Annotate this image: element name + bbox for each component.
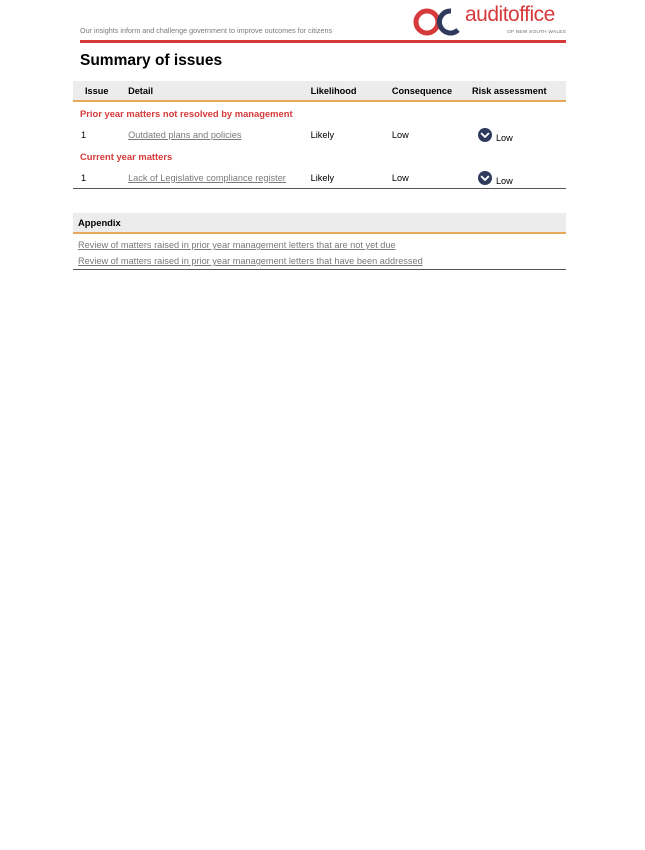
table-row [73, 167, 566, 189]
appendix-link-addressed[interactable]: Review of matters raised in prior year management letters that have been addressed [73, 253, 566, 270]
issue-number: 1 [81, 129, 87, 140]
risk-assessment [472, 128, 566, 142]
likelihood-value: Likely [311, 167, 392, 189]
risk-assessment [472, 171, 566, 185]
col-header-issue: Issue [73, 81, 128, 101]
risk-value: Low [495, 175, 513, 186]
consequence-value: Low [392, 167, 472, 189]
issue-number: 1 [73, 167, 128, 189]
section-row-prior-year [73, 101, 566, 124]
chevron-down-circle-icon [478, 171, 492, 185]
col-header-detail: Detail [128, 81, 311, 101]
appendix-link-not-yet-due[interactable]: Review of matters raised in prior year management letters that are not yet due [78, 240, 396, 250]
detail-link[interactable]: Lack of Legislative compliance register [128, 172, 286, 183]
tagline: Our insights inform and challenge government to improve outcomes for citizens [80, 26, 333, 35]
table-row [73, 124, 566, 145]
col-header-consequence: Consequence [392, 81, 472, 101]
logo-subtitle: OF NEW SOUTH WALES [507, 30, 566, 35]
likelihood-value: Likely [310, 129, 335, 140]
page-title: Summary of issues [80, 52, 223, 69]
consequence-value: Low [391, 129, 409, 140]
section-title: Prior year matters not resolved by management [80, 107, 293, 119]
appendix-section [73, 213, 566, 270]
section-row-current-year [73, 145, 566, 167]
audit-office-logo [413, 4, 566, 42]
section-title: Current year matters [80, 150, 173, 162]
logo-mark-icon [413, 6, 463, 38]
risk-value: Low [495, 132, 513, 143]
appendix-heading: Appendix [73, 213, 566, 234]
logo-wordmark: auditoffice [465, 3, 555, 26]
header-rule [80, 40, 566, 43]
detail-link[interactable]: Outdated plans and policies [128, 129, 242, 140]
col-header-risk-assessment: Risk assessment [472, 81, 566, 101]
col-header-likelihood: Likelihood [311, 81, 392, 101]
summary-table [73, 81, 566, 189]
chevron-down-circle-icon [478, 128, 492, 142]
